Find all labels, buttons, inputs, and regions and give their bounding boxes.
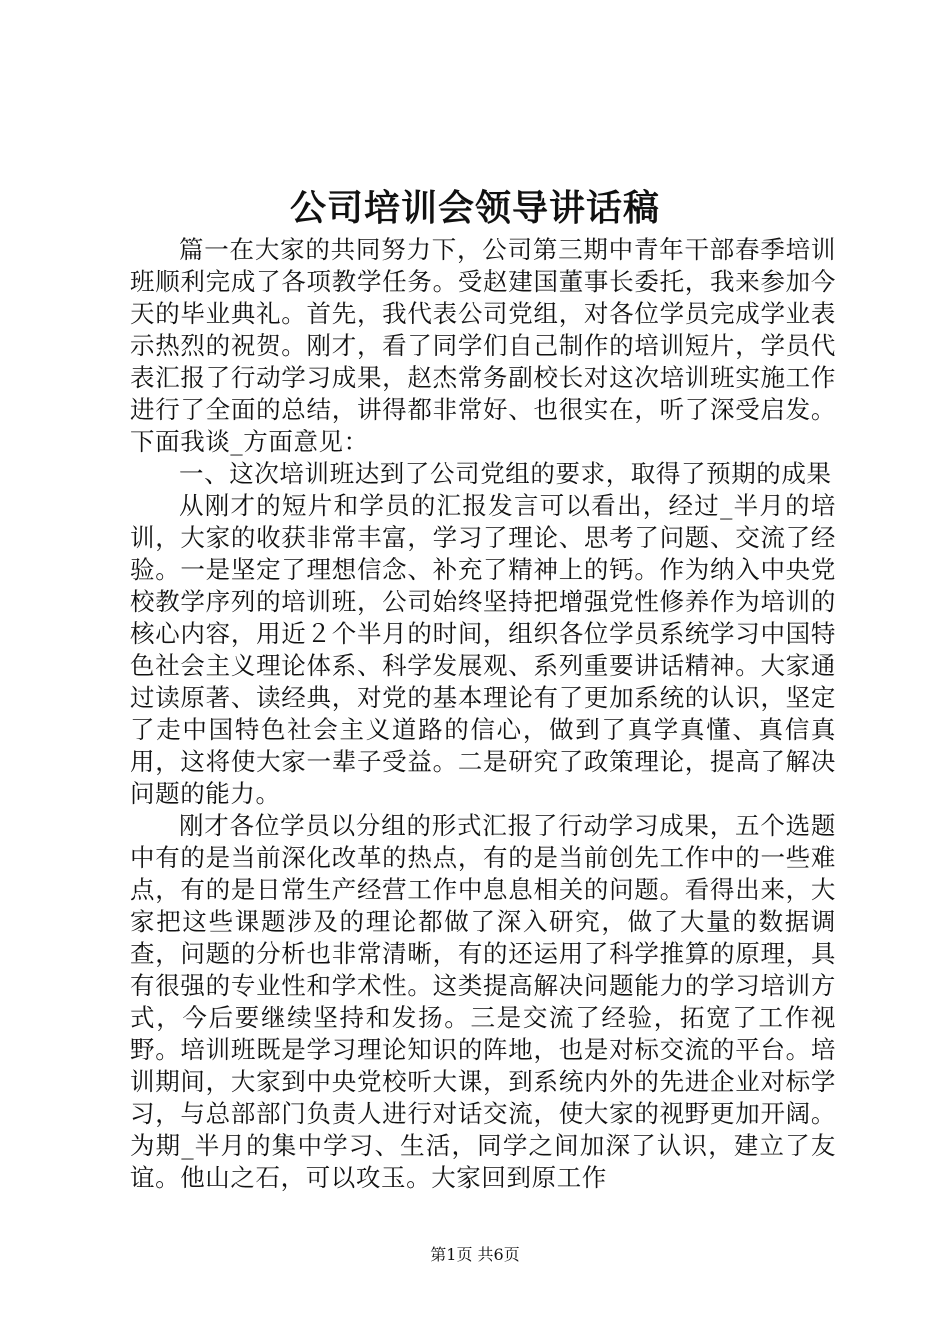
section-heading-1: 一、这次培训班达到了公司党组的要求，取得了预期的成果	[179, 459, 832, 488]
document-body	[130, 234, 836, 1194]
paragraph-section-1: 从刚才的短片和学员的汇报发言可以看出，经过_半月的培训，大家的收获非常丰富，学习了理论、思考了问题、交流了经验。一是坚定了理想信念、补充了精神上的钙。作为纳入中央党校教学序列的培训班，公司始终坚持把增强党性修养作为培训的核心内容，用近２个半月的时间，组织各位学员系统学习中国特色社会主义理论体系、科学发展观、系列重要讲话精神。大家通过读原著、读经典，对党的基本理论有了更加系统的认识，坚定了走中国特色社会主义道路的信心，做到了真学真懂、真信真用，这将使大家一辈子受益。二是研究了政策理论，提高了解决问题的能力。	[130, 491, 836, 808]
paragraph-action-learning: 刚才各位学员以分组的形式汇报了行动学习成果，五个选题中有的是当前深化改革的热点，有的是当前创先工作中的一些难点，有的是日常生产经营工作中息息相关的问题。看得出来，大家把这些课题涉及的理论都做了深入研究，做了大量的数据调查，问题的分析也非常清晰，有的还运用了科学推算的原理，具有很强的专业性和学术性。这类提高解决问题能力的学习培训方式，今后要继续坚持和发扬。三是交流了经验，拓宽了工作视野。培训班既是学习理论知识的阵地，也是对标交流的平台。培训期间，大家到中央党校听大课，到系统内外的先进企业对标学习，与总部部门负责人进行对话交流，使大家的视野更加开阔。为期_半月的集中学习、生活，同学之间加深了认识，建立了友谊。他山之石，可以攻玉。大家回到原工作	[130, 811, 836, 1192]
document-title: 公司培训会领导讲话稿	[289, 187, 660, 229]
paragraph-intro: 篇一在大家的共同努力下，公司第三期中青年干部春季培训班顺利完成了各项教学任务。受赵建国董事长委托，我来参加今天的毕业典礼。首先，我代表公司党组，对各位学员完成学业表示热烈的祝贺。刚才，看了同学们自己制作的培训短片，学员代表汇报了行动学习成果，赵杰常务副校长对这次培训班实施工作进行了全面的总结，讲得都非常好、也很实在，听了深受启发。下面我谈_方面意见：	[130, 235, 836, 456]
page-number-footer: 第1页 共6页	[430, 1245, 520, 1264]
